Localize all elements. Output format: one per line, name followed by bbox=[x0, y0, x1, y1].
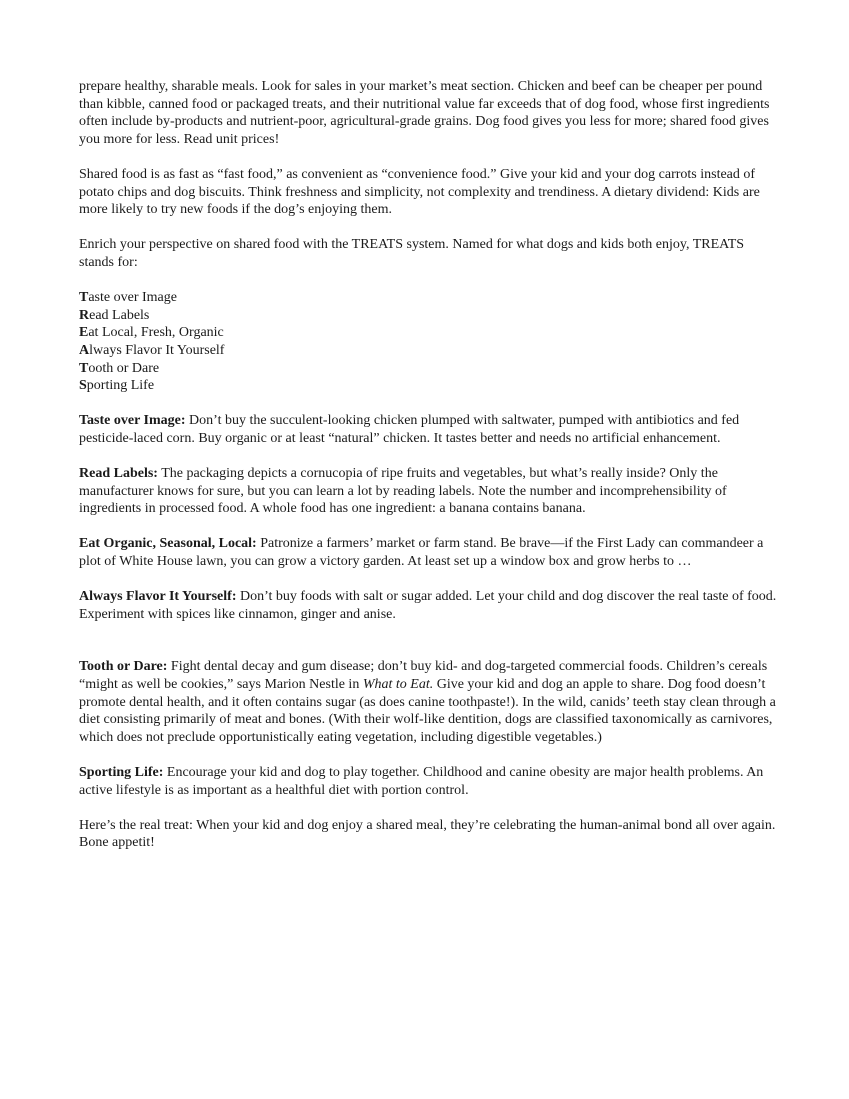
fast-food-paragraph: Shared food is as fast as “fast food,” as convenient as “convenience food.” Give your kid and your dog carrots instead of potato chips and dog biscuits. Think freshness and simplicity, not complexity and trendiness. A dietary dividend: Kids are more likely to try new foods if the dog’s enjoying them. bbox=[79, 166, 760, 218]
tooth-section bbox=[79, 658, 779, 746]
labels-heading: Read Labels: bbox=[79, 466, 158, 482]
acrostic-rest: ooth or Dare bbox=[88, 360, 160, 376]
flavor-body: Don’t buy foods with salt or sugar added. Let your child and dog discover the real taste of food. Experiment with spices like cinnamon, ginger and anise. bbox=[79, 589, 777, 622]
acrostic-letter: A bbox=[79, 342, 90, 358]
acrostic-letter: T bbox=[79, 360, 89, 376]
acrostic-rest: porting Life bbox=[86, 378, 155, 394]
organic-section bbox=[79, 535, 779, 570]
document-page bbox=[79, 78, 779, 870]
flavor-section bbox=[79, 588, 779, 623]
acrostic-item bbox=[79, 289, 779, 307]
tooth-body-b: Give your kid and dog an apple to share. Dog food doesn’t promote dental health, and it often contains sugar (as does canine toothpaste!). In the wild, canids’ teeth stay clean through a diet consisting primarily of meat and bones. (With their wolf-like dentition, dogs are classified taxonomically as carnivores, which does not preclude opportunistically eating vegetation, including digestible vegetables.) bbox=[79, 677, 776, 745]
closing-paragraph: Here’s the real treat: When your kid and dog enjoy a shared meal, they’re celebrating the human-animal bond all over again. Bone appetit! bbox=[79, 817, 776, 851]
taste-body: Don’t buy the succulent-looking chicken plumped with saltwater, pumped with antibiotics and fed pesticide-laced corn. Buy organic or at least “natural” chicken. It tastes better and needs no artificial enhancement. bbox=[79, 413, 740, 446]
acrostic-letter: R bbox=[79, 307, 90, 323]
treats-acrostic-list bbox=[79, 289, 779, 395]
tooth-heading: Tooth or Dare: bbox=[79, 659, 168, 675]
acrostic-item bbox=[79, 377, 779, 395]
treats-intro-paragraph: Enrich your perspective on shared food with the TREATS system. Named for what dogs and kids both enjoy, TREATS stands for: bbox=[79, 237, 745, 270]
book-title: What to Eat. bbox=[362, 677, 434, 692]
acrostic-letter: S bbox=[79, 378, 87, 394]
organic-heading: Eat Organic, Seasonal, Local: bbox=[79, 536, 257, 552]
labels-body: The packaging depicts a cornucopia of ripe fruits and vegetables, but what’s really inside? Only the manufacturer knows for sure, but you can learn a lot by reading labels. Note the number and incomprehensibility of ingredients in processed food. A whole food has one ingredient: a banana contains banana. bbox=[79, 466, 727, 517]
flavor-heading: Always Flavor It Yourself: bbox=[79, 589, 237, 605]
intro-paragraph: prepare healthy, sharable meals. Look for sales in your market’s meat section. Chicken and beef can be cheaper per pound than kibble, canned food or packaged treats, and their nutritional value far exceeds that of dog food, whose first ingredients often include by-products and nutrient-poor, agricultural-grade grains. Dog food gives you less for more; shared food gives you more for less. Read unit prices! bbox=[79, 79, 770, 147]
taste-heading: Taste over Image: bbox=[79, 413, 186, 429]
acrostic-item bbox=[79, 342, 779, 360]
acrostic-item bbox=[79, 360, 779, 378]
sporting-body: Encourage your kid and dog to play together. Childhood and canine obesity are major health problems. An active lifestyle is as important as a healthful diet with portion control. bbox=[79, 764, 764, 798]
organic-body: Patronize a farmers’ market or farm stand. Be brave—if the First Lady can commandeer a plot of White House lawn, you can grow a victory garden. At least set up a window box and grow herbs to … bbox=[79, 536, 764, 570]
acrostic-letter: T bbox=[79, 290, 89, 306]
acrostic-letter: E bbox=[79, 325, 89, 341]
sporting-section bbox=[79, 764, 779, 799]
acrostic-item bbox=[79, 324, 779, 342]
acrostic-rest: lways Flavor It Yourself bbox=[89, 342, 225, 358]
acrostic-rest: aste over Image bbox=[88, 290, 177, 306]
sporting-heading: Sporting Life: bbox=[79, 764, 164, 780]
tooth-body-a: Fight dental decay and gum disease; don’t buy kid- and dog-targeted commercial foods. Children’s cereals “might as well be cookies,” says Marion Nestle in bbox=[79, 659, 768, 692]
labels-section bbox=[79, 465, 779, 518]
acrostic-rest: at Local, Fresh, Organic bbox=[88, 325, 224, 341]
acrostic-rest: ead Labels bbox=[89, 307, 150, 323]
taste-section bbox=[79, 412, 779, 447]
acrostic-item bbox=[79, 307, 779, 325]
